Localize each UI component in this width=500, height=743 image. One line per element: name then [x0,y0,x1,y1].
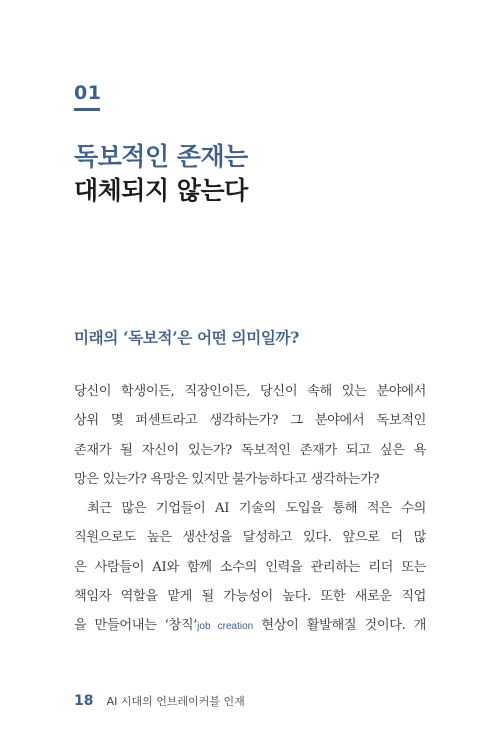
english-gloss: job creation [197,621,254,633]
running-book-title: AI 시대의 언브레이커블 인재 [106,695,245,708]
body-line: 최근 많은 기업들이 AI 기술의 도입을 통해 적은 수의 [87,501,426,517]
body-line: 당신이 학생이든, 직장인이든, 당신이 속해 있는 분야에서 [74,384,426,399]
section-subheading: 미래의 ‘독보적’은 어떤 의미일까? [74,328,300,347]
chapter-title-line-2: 대체되지 않는다 [74,176,248,205]
body-text-segment: 을 만들어내는 ‘창직’ [74,618,198,634]
body-line: 직원으로도 높은 생산성을 달성하고 있다. 앞으로 더 많 [74,530,426,546]
chapter-title-line-1: 독보적인 존재는 [74,142,248,171]
body-line-with-gloss [74,611,426,640]
body-line: 존재가 될 자신이 있는가? 독보적인 존재가 되고 싶은 욕 [74,442,426,458]
body-line: 상위 몇 퍼센트라고 생각하는가? 그 분야에서 독보적인 [74,413,426,429]
body-line: 은 사람들이 AI와 함께 소수의 인력을 관리하는 리더 또는 [74,559,426,575]
body-line: 망은 있는가? 욕망은 있지만 불가능하다고 생각하는가? [74,471,380,487]
body-line: 책임자 역할을 맡게 될 가능성이 높다. 또한 새로운 직업 [74,589,426,605]
chapter-underline [74,108,100,111]
page-number: 18 [74,693,94,709]
body-text [74,377,426,641]
page-footer [74,690,245,709]
chapter-number: 01 [74,82,102,104]
body-text-segment: 현상이 활발해질 것이다. 개 [253,618,426,634]
